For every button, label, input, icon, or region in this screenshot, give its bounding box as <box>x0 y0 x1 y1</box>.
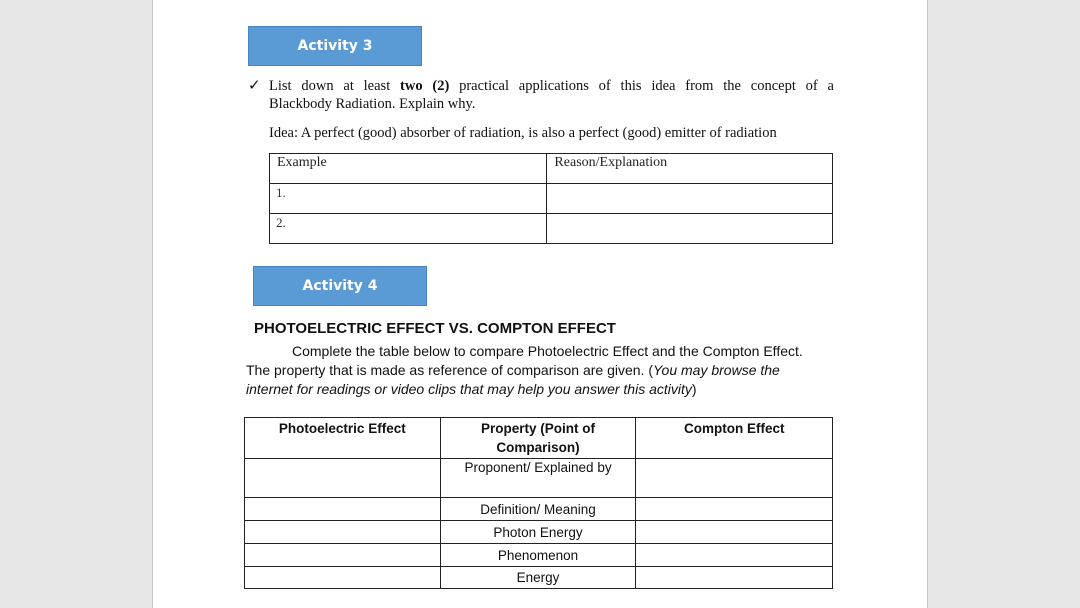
header-example: Example <box>270 154 547 184</box>
table-header-row <box>245 418 833 459</box>
property-cell: Energy <box>440 567 636 589</box>
photoelectric-cell[interactable] <box>245 459 441 498</box>
table-row <box>245 544 833 567</box>
activity-4-instructions <box>246 342 836 399</box>
para-line-2-italic: You may browse the <box>652 362 780 378</box>
comparison-table <box>244 417 833 589</box>
table-row <box>245 498 833 521</box>
activity-3-title: Activity 3 <box>297 38 373 54</box>
para-line-3-italic: internet for readings or video clips that may help you answer this activity <box>246 381 692 397</box>
para-line-2-text: The property that is made as reference of comparison are given. ( <box>246 362 653 378</box>
table-row <box>245 459 833 498</box>
header-photoelectric: Photoelectric Effect <box>245 418 441 459</box>
para-line-2 <box>246 361 836 380</box>
table-row <box>270 214 833 244</box>
header-compton: Compton Effect <box>636 418 833 459</box>
para-line-3-end: ) <box>691 381 697 397</box>
property-cell: Phenomenon <box>440 544 636 567</box>
para-line-1: Complete the table below to compare Photoelectric Effect and the Compton Effect. <box>292 343 803 359</box>
compton-cell[interactable] <box>636 567 833 589</box>
header-reason: Reason/Explanation <box>547 154 833 184</box>
instruction-line-1: List down at least two (2) practical applications of this idea from the concept of a <box>269 78 834 94</box>
property-cell: Photon Energy <box>440 521 636 544</box>
compton-cell[interactable] <box>636 521 833 544</box>
table-row <box>270 184 833 214</box>
property-cell: Proponent/ Explained by <box>440 459 636 498</box>
photoelectric-cell[interactable] <box>245 544 441 567</box>
table-header-row <box>270 154 833 184</box>
photoelectric-cell[interactable] <box>245 567 441 589</box>
photoelectric-cell[interactable] <box>245 498 441 521</box>
para-line-3 <box>246 380 836 399</box>
activity-3-banner <box>248 26 422 66</box>
photoelectric-cell[interactable] <box>245 521 441 544</box>
header-property: Property (Point of Comparison) <box>440 418 636 459</box>
activity-4-title: Activity 4 <box>302 278 378 294</box>
compton-cell[interactable] <box>636 498 833 521</box>
example-cell-1[interactable]: 1. <box>270 184 547 214</box>
checkmark-icon: ✓ <box>248 76 261 94</box>
activity-3-instruction <box>269 77 834 113</box>
table-row <box>245 521 833 544</box>
reason-cell-1[interactable] <box>547 184 833 214</box>
idea-statement: Idea: A perfect (good) absorber of radiation, is also a perfect (good) emitter of radiation <box>269 125 777 141</box>
section-heading: PHOTOELECTRIC EFFECT VS. COMPTON EFFECT <box>254 320 616 337</box>
example-cell-2[interactable]: 2. <box>270 214 547 244</box>
activity-3-table <box>269 153 833 244</box>
instruction-line-2: Blackbody Radiation. Explain why. <box>269 96 476 112</box>
activity-4-banner <box>253 266 427 306</box>
compton-cell[interactable] <box>636 544 833 567</box>
property-cell: Definition/ Meaning <box>440 498 636 521</box>
compton-cell[interactable] <box>636 459 833 498</box>
table-row <box>245 567 833 589</box>
reason-cell-2[interactable] <box>547 214 833 244</box>
